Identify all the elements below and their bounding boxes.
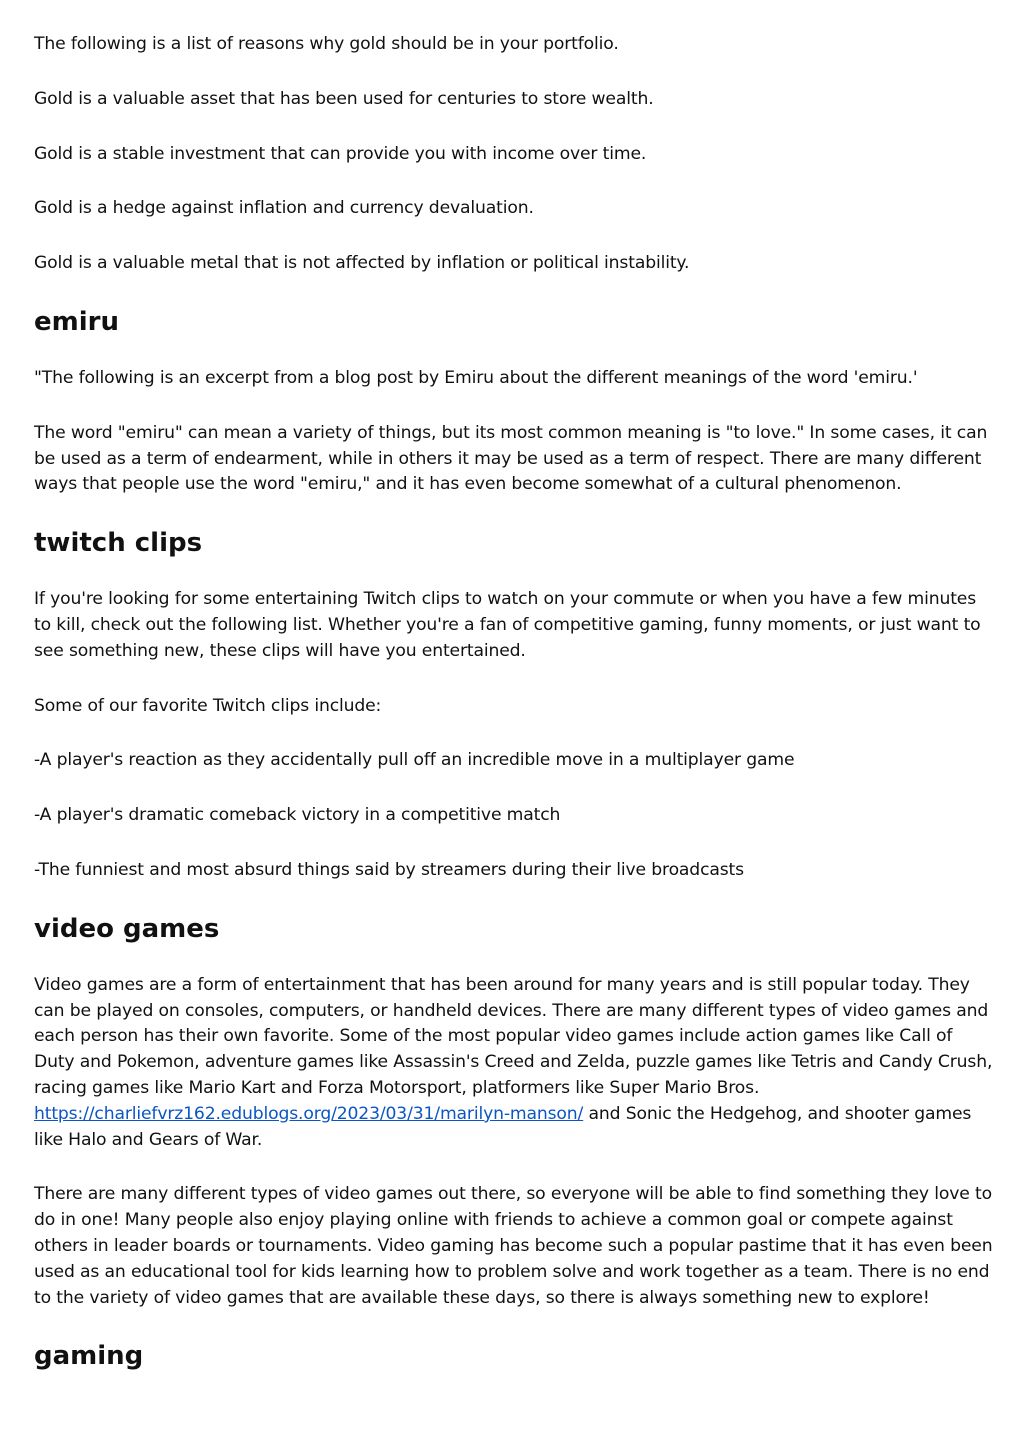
video-games-paragraph-1 <box>34 973 994 1154</box>
intro-paragraph-1: The following is a list of reasons why gold should be in your portfolio. <box>34 34 619 54</box>
twitch-list-item-3: -The funniest and most absurd things said by streamers during their live broadcasts <box>34 859 744 880</box>
twitch-list-item-2: -A player's dramatic comeback victory in a competitive match <box>34 805 561 826</box>
twitch-list-item-1: -A player's reaction as they accidentally pull off an incredible move in a multiplayer game <box>34 750 795 771</box>
emiru-paragraph-1: "The following is an excerpt from a blog post by Emiru about the different meanings of the word 'emiru.' <box>34 367 918 388</box>
intro-paragraph-4: Gold is a hedge against inflation and currency devaluation. <box>34 198 534 219</box>
heading-emiru: emiru <box>34 306 119 337</box>
heading-video-games: video games <box>34 913 220 944</box>
marilyn-manson-link[interactable]: https://charliefvrz162.edublogs.org/2023/03/31/marilyn-manson/ <box>34 1103 584 1124</box>
intro-paragraph-3: Gold is a stable investment that can provide you with income over time. <box>34 143 647 164</box>
heading-gaming: gaming <box>34 1341 144 1372</box>
video-games-text-before-link: Video games are a form of entertainment that has been around for many years and is still popular today. They can be played on consoles, computers, or handheld devices. There are many different types of video games and each person has their own favorite. Some of the most popular video games include action games like Call of Duty and Pokemon, adventure games like Assassin's Creed and Zelda, puzzle games like Tetris and Candy Crush, racing games like Mario Kart and Forza Motorsport, platformers like Super Mario Bros. <box>34 974 993 1098</box>
intro-paragraph-2: Gold is a valuable asset that has been used for centuries to store wealth. <box>34 88 654 109</box>
heading-twitch-clips: twitch clips <box>34 528 203 559</box>
video-games-paragraph-2: There are many different types of video games out there, so everyone will be able to find something they love to do in one! Many people also enjoy playing online with friends to achieve a common goal or compete against others in leader boards or tournaments. Video gaming has become such a popular pastime that it has even been used as an educational tool for kids learning how to problem solve and work together as a team. There is no end to the variety of video games that are available these days, so there is always something new to explore! <box>34 1184 993 1308</box>
video-games-text-after-link: and Sonic the Hedgehog, and shooter games like Halo and Gears of War. <box>34 1103 972 1150</box>
twitch-paragraph-1: If you're looking for some entertaining Twitch clips to watch on your commute or when you have a few minutes to kill, check out the following list. Whether you're a fan of competitive gaming, funny moments, or just want to see something new, these clips will have you entertained. <box>34 589 981 661</box>
article-body <box>34 32 994 1400</box>
twitch-paragraph-2: Some of our favorite Twitch clips include: <box>34 695 382 716</box>
intro-paragraph-5: Gold is a valuable metal that is not affected by inflation or political instability. <box>34 253 690 274</box>
emiru-paragraph-2: The word "emiru" can mean a variety of things, but its most common meaning is "to love." In some cases, it can be used as a term of endearment, while in others it may be used as a term of respect. There are many different ways that people use the word "emiru," and it has even become somewhat of a cultural phenomenon. <box>34 422 988 495</box>
